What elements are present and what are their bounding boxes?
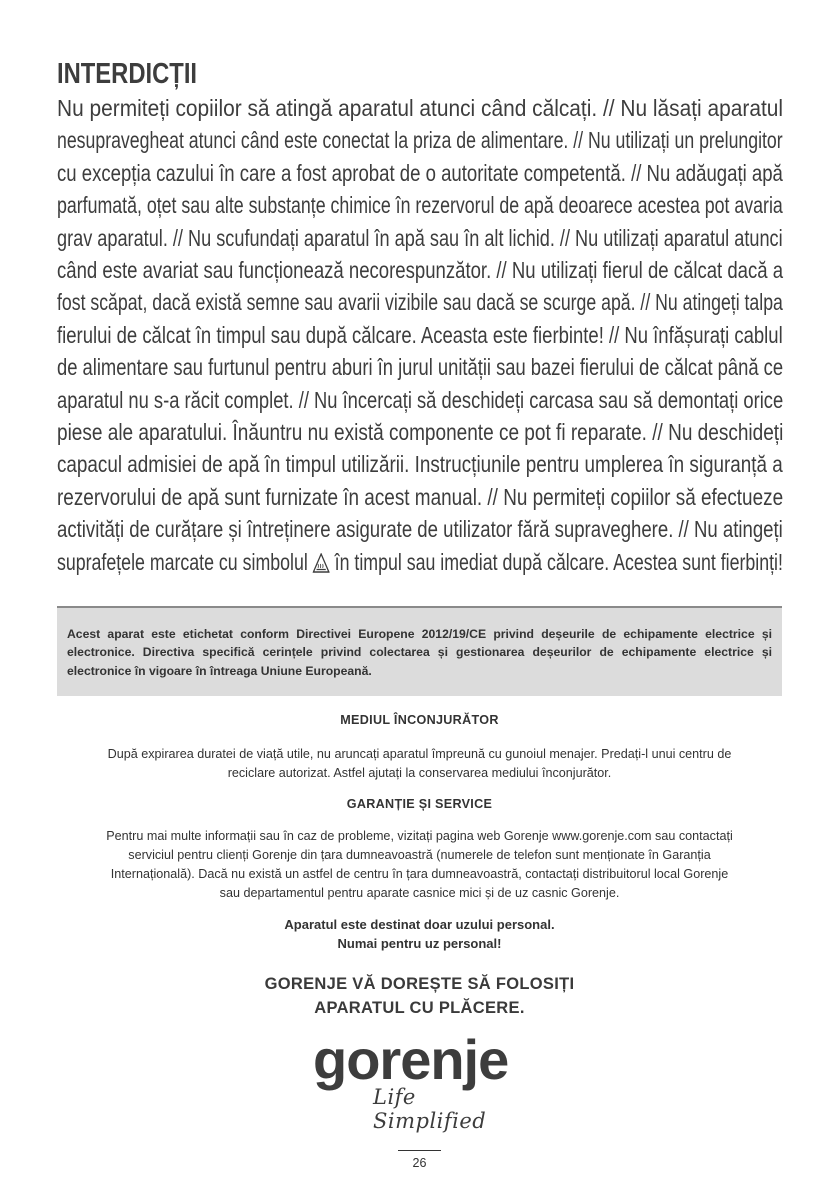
interdictii-line: aparatul nu s-a răcit complet. // Nu încercați să deschideți carcasa sau să demontați orice [57,386,784,413]
closing-line: GORENJE VĂ DOREȘTE SĂ FOLOSIȚI [264,975,575,993]
warranty-line: sau departamentul pentru aparate casnice mici și de uz casnic Gorenje. [219,886,620,900]
interdictii-line: Nu permiteți copiilor să atingă aparatul atunci când călcați. // Nu lăsați aparatul [57,95,784,121]
warranty-line: serviciul pentru clienți Gorenje din țara dumneavoastră (numerele de telefon sunt menționate în Garanția [128,848,711,862]
gorenje-logo [313,1028,533,1133]
personal-use-note [57,915,782,953]
environment-line: reciclare autorizat. Astfel ajutați la conservarea mediului înconjurător. [227,766,612,780]
weee-notice-box [57,606,782,696]
warranty-title: GARANȚIE ȘI SERVICE [346,797,493,811]
interdictii-line: fierului de călcat în timpul sau după călcare. Aceasta este fierbinte! // Nu înfășurați cablul [57,321,783,348]
warranty-line: Pentru mai multe informații sau în caz de probleme, vizitați pagina web Gorenje www.gorenje.com sau contactați [106,829,733,843]
interdictii-line: rezervorului de apă sunt furnizate în acest manual. // Nu permiteți copiilor să efectueze [57,483,784,510]
interdictii-line: de alimentare sau furtunul pentru aburi în jurul unității sau bazei fierului de călcat până ce [57,354,784,381]
interdictii-line: cu excepția cazului în care a fost aprobat de o autoritate competentă. // Nu adăugați apă [57,159,783,186]
interdictii-line: capacul admisiei de apă în timpul utilizării. Instrucțiunile pentru umplerea în siguranță a [57,451,783,478]
last-line-after: în timpul sau imediat după călcare. Acestea sunt fierbinți! [334,548,783,575]
environment-line: După expirarea duratei de viață utile, nu aruncați aparatul împreună cu gunoiul menajer. Predați-l unui centru de [107,747,732,761]
environment-title: MEDIUL ÎNCONJURĂTOR [340,713,499,727]
page-number-rule [398,1150,441,1151]
personal-use-line: Numai pentru uz personal! [337,936,502,951]
interdictii-line: nesupravegheat atunci când este conectat la priza de alimentare. // Nu utilizați un prelungitor [57,127,783,154]
environment-text [57,745,782,783]
logo-tagline: Life Simplified [373,1085,487,1133]
interdictii-line: parfumată, oțet sau alte substanțe chimice în rezervorul de apă deoarece acestea pot avaria [57,192,783,219]
interdictii-title: INTERDICȚII [57,58,198,90]
logo-wordmark: gorenje [313,1028,509,1091]
interdictii-last-line [57,546,783,578]
hot-surface-warning-icon [313,553,330,573]
closing-line: APARATUL CU PLĂCERE. [314,999,525,1017]
last-line-before: suprafețele marcate cu simbolul [57,548,308,575]
weee-notice-text: Acest aparat este etichetat conform Directivei Europene 2012/19/CE privind deșeurile de echipamente electrice și electronice. Directiva specifică cerințele privind colectarea și gestionarea deșeurilor de echipamente electrice și electronice în vigoare în întreaga Uniune Europeană. [67,627,772,678]
interdictii-line: fost scăpat, dacă există semne sau avarii vizibile sau dacă se scurge apă. // Nu atingeți talpa [57,289,783,316]
closing-message [57,972,782,1020]
warranty-line: Internațională). Dacă nu există un astfel de centru în țara dumneavoastră, contactați distribuitorul local Gorenje [110,867,729,881]
interdictii-line: grav aparatul. // Nu scufundați aparatul în apă sau în alt lichid. // Nu utilizați aparatul atunci [57,224,783,251]
page-number: 26 [412,1156,427,1170]
interdictii-line: piese ale aparatului. Înăuntru nu există componente ce pot fi reparate. // Nu deschideți [57,419,784,446]
interdictii-text [57,92,783,578]
interdictii-line: activități de curățare și întreținere asigurate de utilizator fără supraveghere. // Nu atingeți [57,516,783,543]
personal-use-line: Aparatul este destinat doar uzului personal. [284,917,555,932]
warranty-text [57,827,782,903]
interdictii-line: când este avariat sau funcționează necorespunzător. // Nu utilizați fierul de călcat dacă a [57,257,784,284]
